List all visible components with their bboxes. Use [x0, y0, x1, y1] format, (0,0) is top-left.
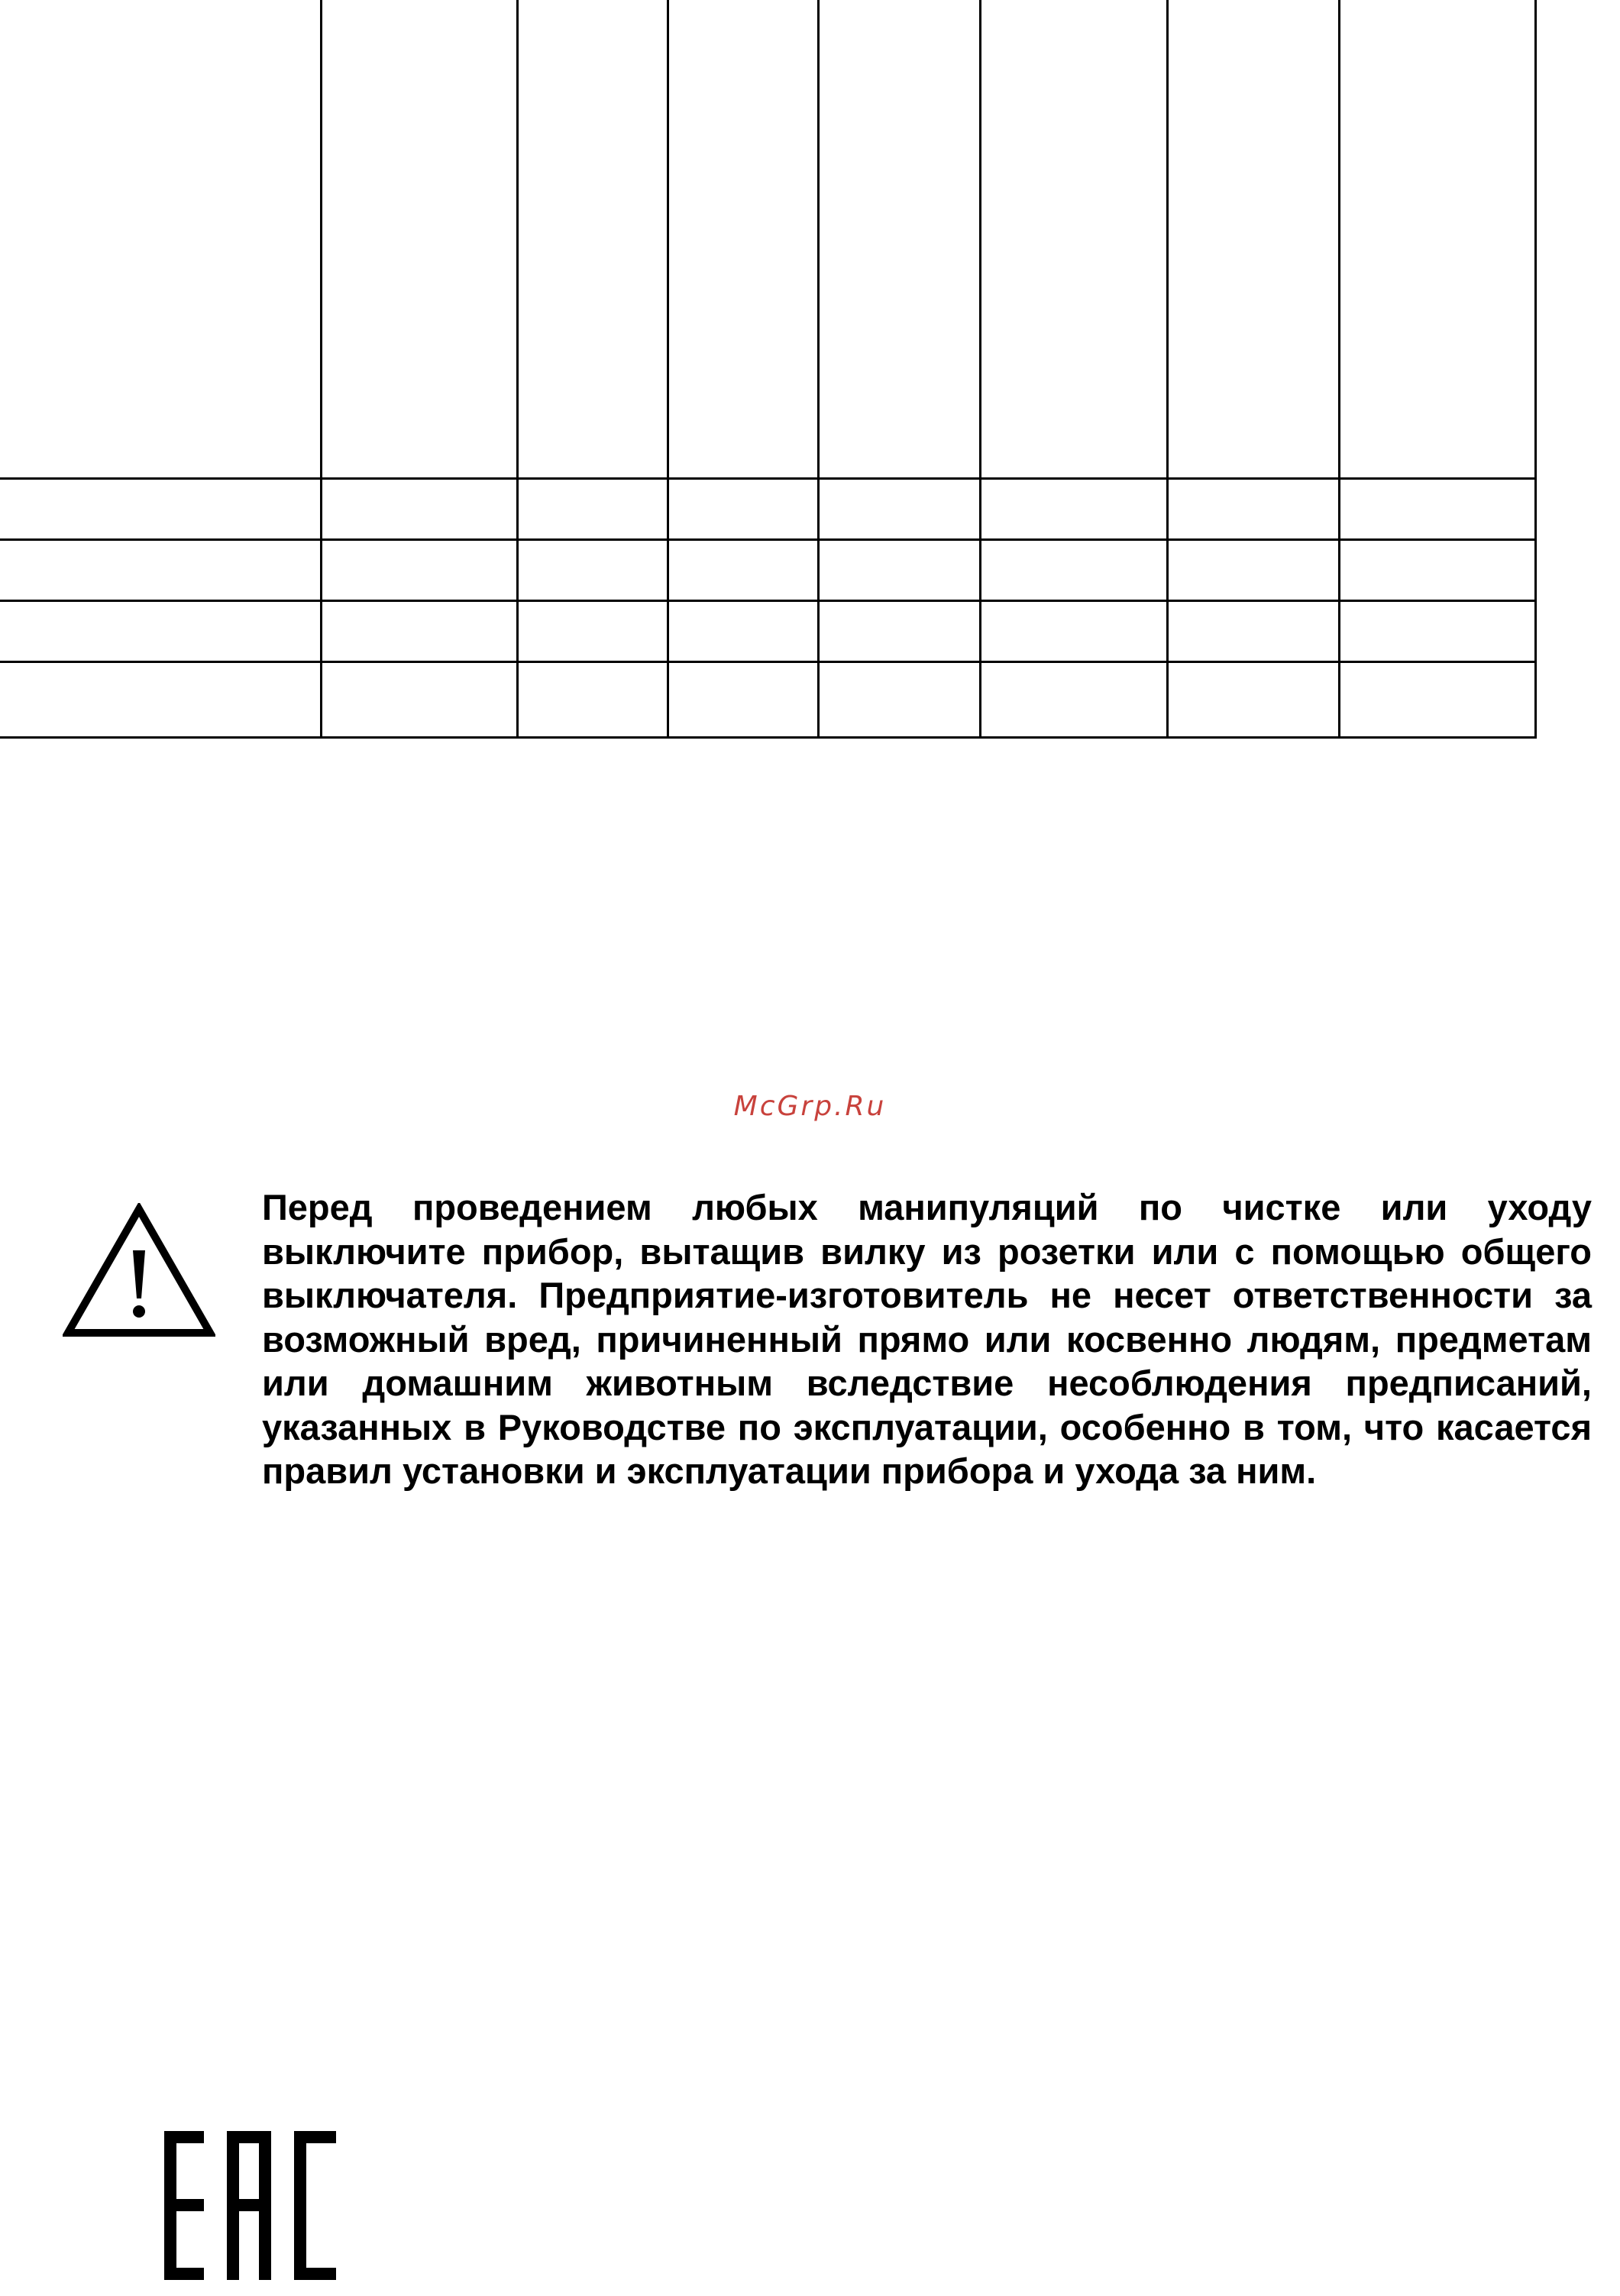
table-cell — [818, 0, 980, 478]
warning-paragraph: Перед проведением любых манипуляций по чистке или уходу выключите прибор, вытащив вилку из розетки или с помощью общего выключателя. Предприятие-изготовитель не несет ответственности за возможный вред, причиненный прямо или косвенно людям, предметам или домашним животным вследствие несоблюдения предписаний, указанных в Руководстве по эксплуатации, особенно в том, что касается правил установки и эксплуатации прибора и ухода за ним. — [262, 1187, 1592, 1491]
table-cell — [517, 600, 668, 661]
table-cell — [1339, 539, 1535, 600]
table-cell — [1339, 661, 1535, 737]
table-cell — [321, 600, 517, 661]
table-cell — [818, 600, 980, 661]
table-cell — [668, 0, 818, 478]
table-row — [0, 661, 1535, 737]
table-cell — [818, 539, 980, 600]
table-cell — [321, 478, 517, 539]
table-cell — [818, 478, 980, 539]
table-cell — [980, 661, 1167, 737]
table-cell — [1167, 661, 1339, 737]
watermark-text: McGrp.Ru — [733, 1091, 887, 1122]
table-cell — [818, 661, 980, 737]
table-cell — [1167, 600, 1339, 661]
table-cell — [980, 600, 1167, 661]
table-cell — [517, 478, 668, 539]
table-row — [0, 0, 1535, 478]
table-row — [0, 478, 1535, 539]
table-cell — [517, 539, 668, 600]
table-cell — [0, 600, 321, 661]
table-cell — [1339, 478, 1535, 539]
table-cell — [517, 661, 668, 737]
table-cell — [1339, 0, 1535, 478]
table-cell — [668, 600, 818, 661]
table-cell — [321, 539, 517, 600]
table-cell — [0, 539, 321, 600]
table-cell — [1167, 0, 1339, 478]
table-cell — [1167, 478, 1339, 539]
table-cell — [0, 478, 321, 539]
table-cell — [0, 661, 321, 737]
table-cell — [668, 539, 818, 600]
table-cell — [980, 0, 1167, 478]
table-cell — [668, 478, 818, 539]
eac-certification-mark — [164, 2131, 336, 2280]
table-cell — [1339, 600, 1535, 661]
table-cell — [668, 661, 818, 737]
table-row — [0, 600, 1535, 661]
table-cell — [321, 661, 517, 737]
table-cell — [517, 0, 668, 478]
table-cell — [0, 0, 321, 478]
table-cell — [980, 539, 1167, 600]
spec-table — [0, 0, 1537, 739]
table-row — [0, 539, 1535, 600]
table-cell — [1167, 539, 1339, 600]
table-cell — [980, 478, 1167, 539]
table-cell — [321, 0, 517, 478]
warning-triangle-icon — [63, 1203, 215, 1339]
